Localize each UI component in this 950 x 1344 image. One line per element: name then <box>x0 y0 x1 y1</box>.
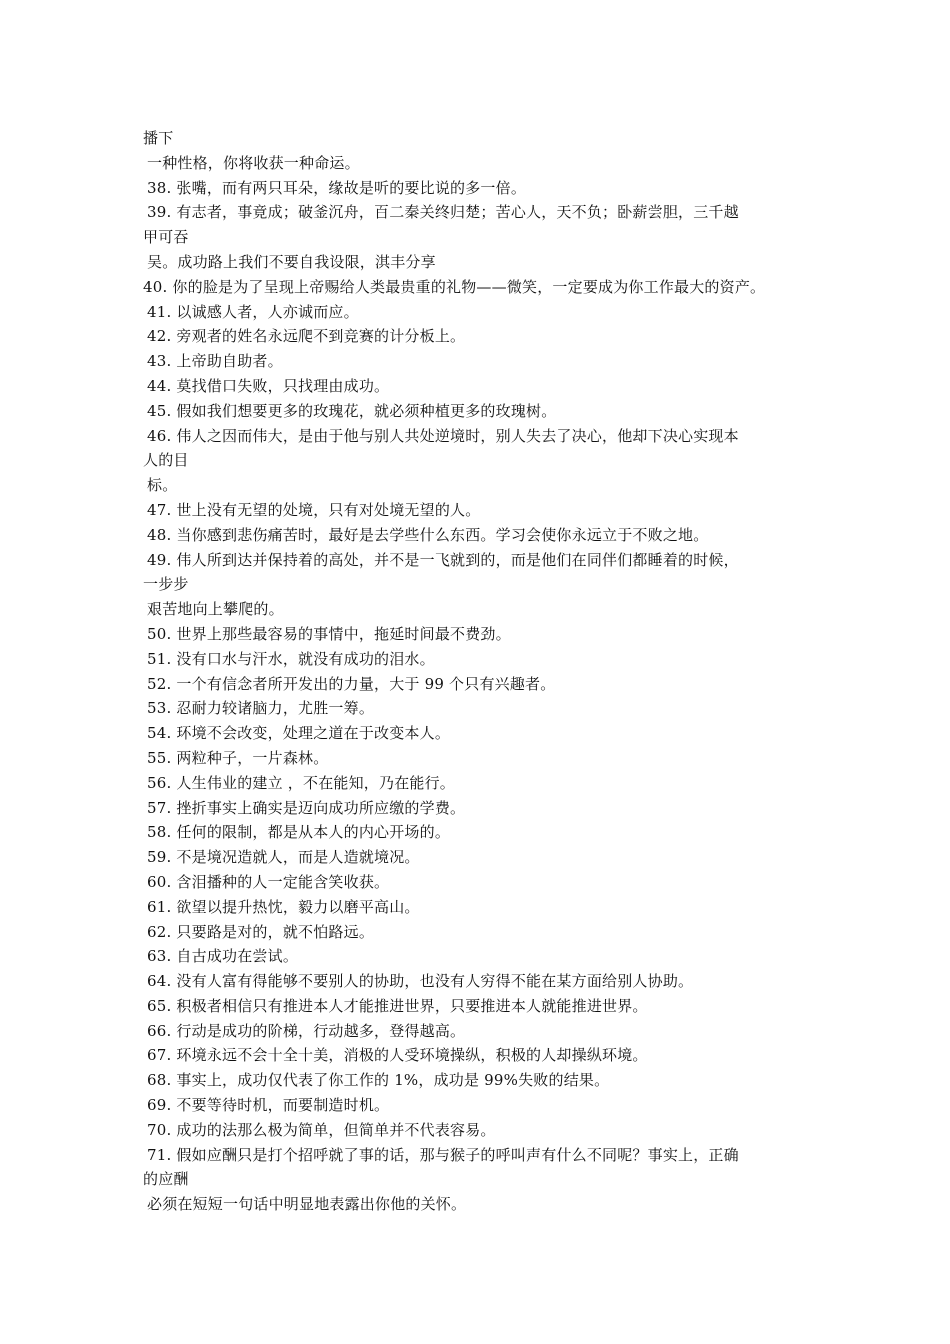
text-line: 吴。成功路上我们不要自我设限，淇丰分享 <box>147 252 436 271</box>
text-line: 58. 任何的限制，都是从本人的内心开场的。 <box>147 823 451 842</box>
text-line: 45. 假如我们想要更多的玫瑰花，就必须种植更多的玫瑰树。 <box>147 401 557 420</box>
text-line: 67. 环境永远不会十全十美，消极的人受环境操纵，积极的人却操纵环境。 <box>147 1046 648 1065</box>
text-line: 55. 两粒种子，一片森林。 <box>147 748 329 767</box>
text-line: 艰苦地向上攀爬的。 <box>147 600 284 619</box>
text-line: 61. 欲望以提升热忱，毅力以磨平高山。 <box>147 897 420 916</box>
text-line: 70. 成功的法那么极为简单，但简单并不代表容易。 <box>147 1120 496 1139</box>
text-line: 43. 上帝助自助者。 <box>147 352 283 371</box>
text-line: 51. 没有口水与汗水，就没有成功的泪水。 <box>147 649 435 668</box>
text-line: 62. 只要路是对的，就不怕路远。 <box>147 922 375 941</box>
text-line: 63. 自古成功在尝试。 <box>147 947 299 966</box>
text-line: 标。 <box>147 476 178 495</box>
text-line: 69. 不要等待时机，而要制造时机。 <box>147 1096 390 1115</box>
text-line: 人的目 <box>143 451 189 470</box>
text-line: 64. 没有人富有得能够不要别人的协助，也没有人穷得不能在某方面给别人协助。 <box>147 972 694 991</box>
text-line: 65. 积极者相信只有推进本人才能推进世界，只要推进本人就能推进世界。 <box>147 996 648 1015</box>
text-line: 52. 一个有信念者所开发出的力量，大于 99 个只有兴趣者。 <box>147 674 556 693</box>
text-line: 44. 莫找借口失败，只找理由成功。 <box>147 376 390 395</box>
text-line: 39. 有志者，事竟成；破釜沉舟，百二秦关终归楚；苦心人，天不负；卧薪尝胆，三千越 <box>147 203 739 222</box>
document-body <box>143 126 823 1217</box>
text-line: 66. 行动是成功的阶梯，行动越多，登得越高。 <box>147 1021 466 1040</box>
text-line: 一种性格，你将收获一种命运。 <box>147 153 360 172</box>
text-line: 必须在短短一句话中明显地表露出你他的关怀。 <box>147 1195 467 1214</box>
text-line: 71. 假如应酬只是打个招呼就了事的话，那与猴子的呼叫声有什么不同呢？事实上，正确 <box>147 1145 739 1164</box>
text-line: 53. 忍耐力较诸脑力，尤胜一筹。 <box>147 699 375 718</box>
text-line: 49. 伟人所到达并保持着的高处，并不是一飞就到的，而是他们在同伴们都睡着的时候， <box>147 550 739 569</box>
text-line: 59. 不是境况造就人，而是人造就境况。 <box>147 848 420 867</box>
text-line: 50. 世界上那些最容易的事情中，拖延时间最不费劲。 <box>147 624 511 643</box>
text-line: 57. 挫折事实上确实是迈向成功所应缴的学费。 <box>147 798 466 817</box>
text-line: 42. 旁观者的姓名永远爬不到竞赛的计分板上。 <box>147 327 466 346</box>
text-line: 播下 <box>143 129 174 147</box>
text-line: 60. 含泪播种的人一定能含笑收获。 <box>147 872 390 891</box>
text-line: 47. 世上没有无望的处境，只有对处境无望的人。 <box>147 500 481 519</box>
text-line: 41. 以诚感人者，人亦诚而应。 <box>147 302 359 321</box>
text-line: 的应酬 <box>143 1170 189 1189</box>
text-line: 46. 伟人之因而伟大，是由于他与别人共处逆境时，别人失去了决心，他却下决心实现本 <box>147 426 739 445</box>
text-line: 40. 你的脸是为了呈现上帝赐给人类最贵重的礼物——微笑，一定要成为你工作最大的资产。 <box>143 277 766 296</box>
text-line: 38. 张嘴，而有两只耳朵，缘故是听的要比说的多一倍。 <box>147 178 527 197</box>
text-line: 甲可吞 <box>143 228 189 247</box>
text-line: 54. 环境不会改变，处理之道在于改变本人。 <box>147 724 451 743</box>
text-line: 68. 事实上，成功仅代表了你工作的 1%，成功是 99%失败的结果。 <box>147 1071 610 1090</box>
text-line: 一步步 <box>143 575 189 594</box>
text-line: 56. 人生伟业的建立 ，不在能知，乃在能行。 <box>147 773 455 792</box>
text-line: 48. 当你感到悲伤痛苦时，最好是去学些什么东西。学习会使你永远立于不败之地。 <box>147 525 709 544</box>
